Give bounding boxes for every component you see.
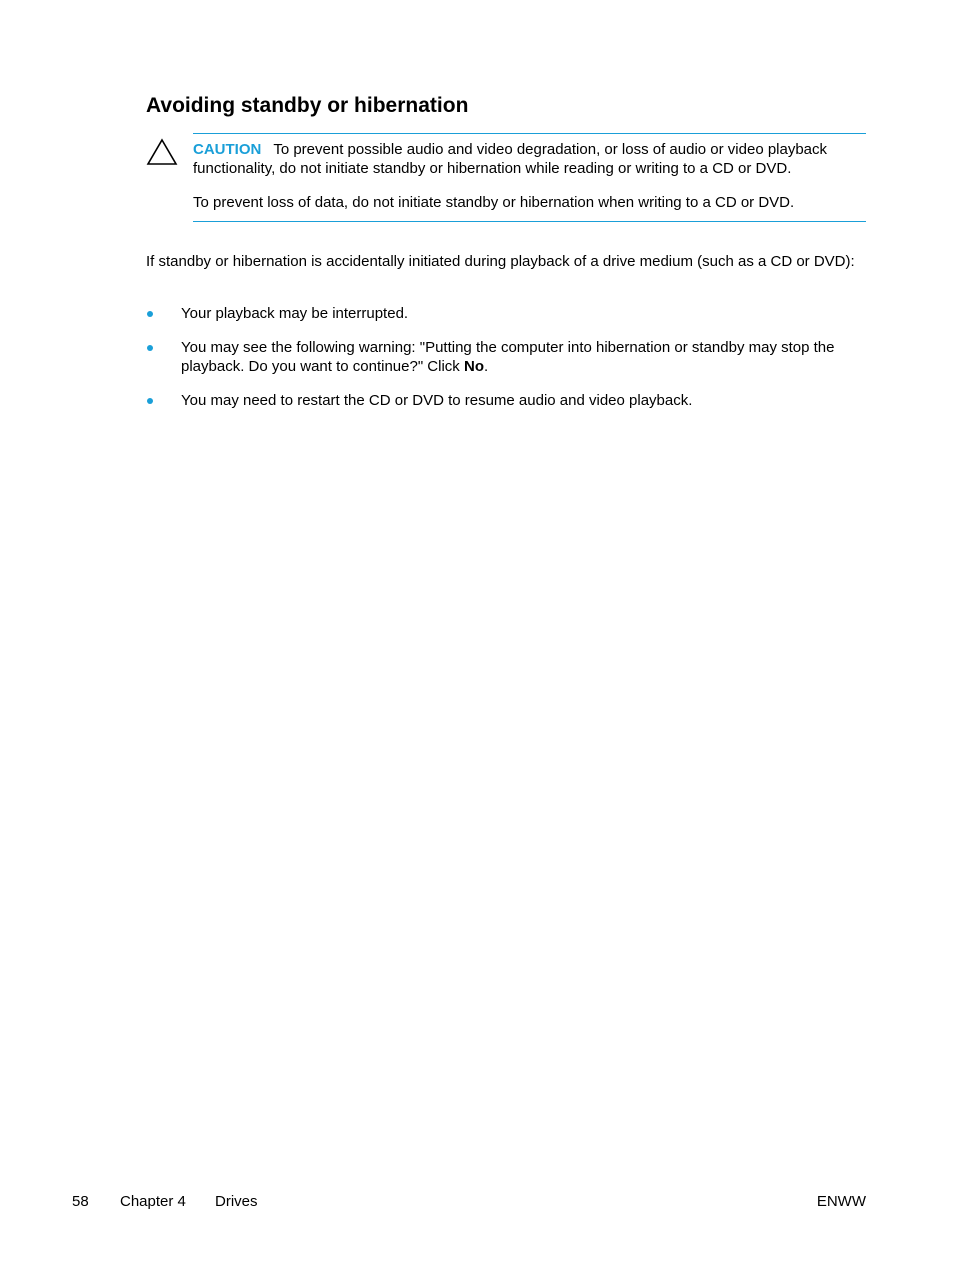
caution-paragraph-2: To prevent loss of data, do not initiate standby or hibernation when writing to a CD or DVD. bbox=[193, 194, 795, 211]
caution-note bbox=[193, 133, 866, 222]
list-item bbox=[146, 391, 866, 410]
bullet-dot-icon bbox=[147, 311, 153, 317]
caution-paragraph-1 bbox=[193, 140, 866, 178]
footer-locale-code: ENWW bbox=[816, 1193, 866, 1210]
list-item-text-end: . bbox=[483, 358, 489, 375]
caution-triangle-icon bbox=[146, 138, 178, 166]
list-item bbox=[146, 304, 866, 323]
intro-paragraph: If standby or hibernation is accidentally initiated during playback of a drive medium (such as a CD or DVD): bbox=[146, 253, 855, 270]
page-footer bbox=[72, 1192, 866, 1212]
list-item bbox=[146, 338, 866, 376]
bullet-list bbox=[146, 304, 866, 425]
list-item-text: You may need to restart the CD or DVD to resume audio and video playback. bbox=[181, 392, 693, 409]
bullet-dot-icon bbox=[147, 398, 153, 404]
caution-label: CAUTION bbox=[193, 141, 262, 158]
list-item-text: You may see the following warning: "Putting the computer into hibernation or standby may stop the playback. Do you want to continue?" Click bbox=[181, 339, 835, 375]
bullet-dot-icon bbox=[147, 345, 153, 351]
page-title: Avoiding standby or hibernation bbox=[146, 94, 469, 117]
list-item-text: Your playback may be interrupted. bbox=[181, 305, 409, 322]
list-item-bold-text: No bbox=[463, 358, 484, 375]
footer-page-number: 58 bbox=[72, 1193, 89, 1210]
footer-section: Drives bbox=[215, 1193, 258, 1210]
caution-text-1: To prevent possible audio and video degradation, or loss of audio or video playback functionality, do not initiate standby or hibernation while reading or writing to a CD or DVD. bbox=[193, 141, 828, 177]
footer-chapter: Chapter 4 bbox=[120, 1193, 186, 1210]
